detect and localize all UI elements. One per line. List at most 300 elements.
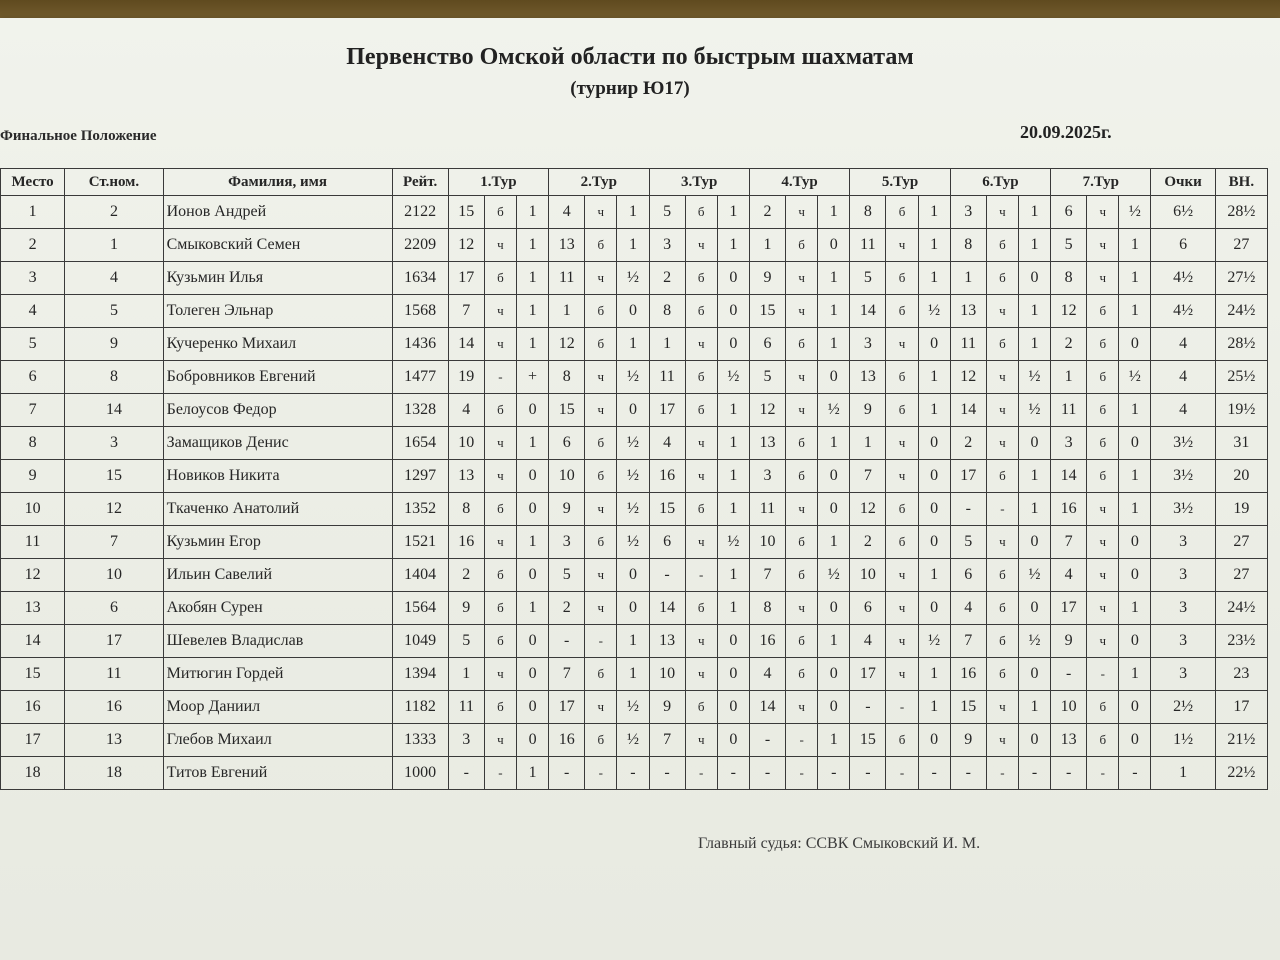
round-6-opponent-cell: 1 (950, 262, 986, 295)
points-cell: 1 (1151, 757, 1215, 790)
table-row (1, 559, 1268, 592)
place-cell: 13 (1, 592, 65, 625)
round-6-color-cell: ч (986, 394, 1018, 427)
round-4-opponent-cell: 3 (749, 460, 785, 493)
points-cell: 3½ (1151, 460, 1215, 493)
round-6-opponent-cell: 2 (950, 427, 986, 460)
rating-cell: 1394 (392, 658, 448, 691)
tiebreak-cell: 28½ (1215, 196, 1267, 229)
round-4-result-cell: 0 (818, 460, 850, 493)
round-6-result-cell: - (1018, 757, 1050, 790)
round-3-color-cell: - (685, 757, 717, 790)
round-5-color-cell: ч (886, 658, 918, 691)
round-7-color-cell: ч (1087, 592, 1119, 625)
round-4-color-cell: ч (786, 691, 818, 724)
round-5-result-cell: 1 (918, 559, 950, 592)
points-cell: 3 (1151, 559, 1215, 592)
round-7-result-cell: 1 (1119, 592, 1151, 625)
round-2-opponent-cell: 12 (549, 328, 585, 361)
round-1-result-cell: 1 (517, 757, 549, 790)
rating-cell: 2209 (392, 229, 448, 262)
round-2-color-cell: - (585, 757, 617, 790)
round-3-color-cell: ч (685, 658, 717, 691)
round-2-result-cell: ½ (617, 691, 649, 724)
round-4-result-cell: 1 (818, 724, 850, 757)
round-7-opponent-cell: 4 (1051, 559, 1087, 592)
round-3-result-cell: ½ (717, 526, 749, 559)
start-no-cell: 8 (65, 361, 163, 394)
round-4-result-cell: 0 (818, 493, 850, 526)
start-no-cell: 5 (65, 295, 163, 328)
round-3-result-cell: 0 (717, 691, 749, 724)
round-7-result-cell: 0 (1119, 526, 1151, 559)
round-2-opponent-cell: 4 (549, 196, 585, 229)
round-4-color-cell: ч (786, 592, 818, 625)
round-7-result-cell: ½ (1119, 196, 1151, 229)
document-title: Первенство Омской области по быстрым шахматам (346, 44, 914, 70)
round-2-result-cell: ½ (617, 262, 649, 295)
round-6-result-cell: 0 (1018, 724, 1050, 757)
round-7-opponent-cell: - (1051, 658, 1087, 691)
rating-cell: 1333 (392, 724, 448, 757)
rating-cell: 1568 (392, 295, 448, 328)
round-6-opponent-cell: 13 (950, 295, 986, 328)
round-7-opponent-cell: 2 (1051, 328, 1087, 361)
round-6-color-cell: ч (986, 295, 1018, 328)
round-4-result-cell: 1 (818, 328, 850, 361)
round-6-opponent-cell: 15 (950, 691, 986, 724)
rating-cell: 1352 (392, 493, 448, 526)
table-row (1, 724, 1268, 757)
player-name-cell: Митюгин Гордей (163, 658, 392, 691)
round-6-result-cell: 1 (1018, 295, 1050, 328)
start-no-cell: 1 (65, 229, 163, 262)
player-name-cell: Толеген Эльнар (163, 295, 392, 328)
round-4-result-cell: ½ (818, 394, 850, 427)
round-6-opponent-cell: 9 (950, 724, 986, 757)
header-round-2: 2.Тур (549, 169, 649, 196)
round-5-color-cell: б (886, 493, 918, 526)
round-4-result-cell: 1 (818, 427, 850, 460)
round-5-result-cell: 0 (918, 427, 950, 460)
round-4-color-cell: ч (786, 196, 818, 229)
round-3-result-cell: 0 (717, 328, 749, 361)
start-no-cell: 3 (65, 427, 163, 460)
player-name-cell: Кучеренко Михаил (163, 328, 392, 361)
player-name-cell: Замащиков Денис (163, 427, 392, 460)
round-3-opponent-cell: - (649, 757, 685, 790)
round-2-color-cell: б (585, 658, 617, 691)
player-name-cell: Акобян Сурен (163, 592, 392, 625)
round-2-result-cell: 1 (617, 196, 649, 229)
round-5-result-cell: 1 (918, 394, 950, 427)
round-5-opponent-cell: 3 (850, 328, 886, 361)
table-row (1, 526, 1268, 559)
round-5-opponent-cell: 9 (850, 394, 886, 427)
round-1-result-cell: 1 (517, 328, 549, 361)
round-2-color-cell: ч (585, 262, 617, 295)
rating-cell: 2122 (392, 196, 448, 229)
round-4-color-cell: б (786, 526, 818, 559)
round-3-color-cell: б (685, 196, 717, 229)
points-cell: 3 (1151, 592, 1215, 625)
round-1-result-cell: 0 (517, 625, 549, 658)
rating-cell: 1634 (392, 262, 448, 295)
rating-cell: 1049 (392, 625, 448, 658)
round-3-opponent-cell: 15 (649, 493, 685, 526)
round-4-result-cell: 1 (818, 526, 850, 559)
table-row (1, 361, 1268, 394)
points-cell: 3½ (1151, 427, 1215, 460)
round-3-color-cell: б (685, 361, 717, 394)
round-1-color-cell: ч (484, 229, 516, 262)
round-1-result-cell: 1 (517, 262, 549, 295)
header-round-1: 1.Тур (448, 169, 548, 196)
round-7-color-cell: - (1087, 658, 1119, 691)
points-cell: 4 (1151, 394, 1215, 427)
player-name-cell: Кузьмин Илья (163, 262, 392, 295)
round-2-result-cell: ½ (617, 526, 649, 559)
round-7-result-cell: ½ (1119, 361, 1151, 394)
round-4-opponent-cell: 12 (749, 394, 785, 427)
round-7-opponent-cell: 11 (1051, 394, 1087, 427)
round-2-result-cell: ½ (617, 427, 649, 460)
round-6-opponent-cell: 8 (950, 229, 986, 262)
round-5-opponent-cell: 10 (850, 559, 886, 592)
round-4-result-cell: 0 (818, 229, 850, 262)
round-6-opponent-cell: 14 (950, 394, 986, 427)
round-5-color-cell: ч (886, 559, 918, 592)
round-3-color-cell: ч (685, 427, 717, 460)
round-7-color-cell: ч (1087, 625, 1119, 658)
table-row (1, 196, 1268, 229)
table-row (1, 757, 1268, 790)
round-1-result-cell: 0 (517, 691, 549, 724)
player-name-cell: Ионов Андрей (163, 196, 392, 229)
round-5-color-cell: б (886, 361, 918, 394)
round-5-color-cell: - (886, 691, 918, 724)
round-1-result-cell: 1 (517, 196, 549, 229)
place-cell: 11 (1, 526, 65, 559)
tiebreak-cell: 24½ (1215, 295, 1267, 328)
round-6-opponent-cell: 5 (950, 526, 986, 559)
round-5-result-cell: 1 (918, 262, 950, 295)
round-1-color-cell: ч (484, 328, 516, 361)
place-cell: 15 (1, 658, 65, 691)
round-3-result-cell: 1 (717, 394, 749, 427)
round-5-result-cell: 0 (918, 526, 950, 559)
round-4-opponent-cell: 5 (749, 361, 785, 394)
round-6-color-cell: б (986, 625, 1018, 658)
start-no-cell: 9 (65, 328, 163, 361)
round-1-result-cell: 1 (517, 295, 549, 328)
round-5-result-cell: 0 (918, 592, 950, 625)
round-7-color-cell: б (1087, 394, 1119, 427)
round-1-opponent-cell: 1 (448, 658, 484, 691)
tiebreak-cell: 24½ (1215, 592, 1267, 625)
rating-cell: 1436 (392, 328, 448, 361)
round-4-opponent-cell: 11 (749, 493, 785, 526)
round-5-color-cell: ч (886, 592, 918, 625)
round-6-result-cell: 1 (1018, 460, 1050, 493)
round-4-result-cell: 1 (818, 262, 850, 295)
round-2-opponent-cell: 3 (549, 526, 585, 559)
header-tiebreak: ВН. (1215, 169, 1267, 196)
round-2-result-cell: 0 (617, 592, 649, 625)
round-3-color-cell: б (685, 493, 717, 526)
round-2-color-cell: б (585, 295, 617, 328)
round-1-color-cell: ч (484, 724, 516, 757)
round-4-opponent-cell: 2 (749, 196, 785, 229)
round-1-result-cell: 0 (517, 724, 549, 757)
round-7-color-cell: б (1087, 724, 1119, 757)
round-4-color-cell: - (786, 757, 818, 790)
round-5-opponent-cell: 17 (850, 658, 886, 691)
round-2-color-cell: б (585, 460, 617, 493)
round-3-opponent-cell: 17 (649, 394, 685, 427)
start-no-cell: 17 (65, 625, 163, 658)
round-5-color-cell: б (886, 295, 918, 328)
tiebreak-cell: 25½ (1215, 361, 1267, 394)
round-3-result-cell: 1 (717, 460, 749, 493)
round-1-result-cell: 1 (517, 592, 549, 625)
table-row (1, 262, 1268, 295)
round-6-opponent-cell: 12 (950, 361, 986, 394)
place-cell: 18 (1, 757, 65, 790)
player-name-cell: Новиков Никита (163, 460, 392, 493)
round-6-color-cell: б (986, 559, 1018, 592)
chief-judge-note: Главный судья: ССВК Смыковский И. М. (698, 835, 981, 852)
round-2-opponent-cell: 17 (549, 691, 585, 724)
round-5-opponent-cell: 8 (850, 196, 886, 229)
tiebreak-cell: 23½ (1215, 625, 1267, 658)
round-6-color-cell: б (986, 262, 1018, 295)
round-6-color-cell: - (986, 493, 1018, 526)
tiebreak-cell: 19½ (1215, 394, 1267, 427)
place-cell: 6 (1, 361, 65, 394)
round-2-color-cell: б (585, 229, 617, 262)
tiebreak-cell: 27 (1215, 229, 1267, 262)
round-2-opponent-cell: 15 (549, 394, 585, 427)
round-3-opponent-cell: 7 (649, 724, 685, 757)
round-6-opponent-cell: 11 (950, 328, 986, 361)
round-7-opponent-cell: 13 (1051, 724, 1087, 757)
round-4-result-cell: - (818, 757, 850, 790)
place-cell: 2 (1, 229, 65, 262)
round-6-color-cell: ч (986, 427, 1018, 460)
round-3-result-cell: ½ (717, 361, 749, 394)
round-3-opponent-cell: 4 (649, 427, 685, 460)
round-1-color-cell: ч (484, 526, 516, 559)
tiebreak-cell: 17 (1215, 691, 1267, 724)
round-2-color-cell: ч (585, 394, 617, 427)
round-1-color-cell: ч (484, 295, 516, 328)
round-3-color-cell: б (685, 262, 717, 295)
round-2-color-cell: б (585, 328, 617, 361)
header-round-6: 6.Тур (950, 169, 1050, 196)
table-row (1, 427, 1268, 460)
round-2-result-cell: 0 (617, 394, 649, 427)
round-1-result-cell: 0 (517, 658, 549, 691)
round-6-result-cell: 1 (1018, 229, 1050, 262)
round-4-result-cell: 0 (818, 592, 850, 625)
start-no-cell: 11 (65, 658, 163, 691)
round-3-opponent-cell: 11 (649, 361, 685, 394)
round-3-color-cell: - (685, 559, 717, 592)
round-2-color-cell: ч (585, 559, 617, 592)
place-cell: 9 (1, 460, 65, 493)
round-4-result-cell: ½ (818, 559, 850, 592)
rating-cell: 1297 (392, 460, 448, 493)
tiebreak-cell: 31 (1215, 427, 1267, 460)
round-1-opponent-cell: 3 (448, 724, 484, 757)
round-6-result-cell: 1 (1018, 196, 1050, 229)
round-7-opponent-cell: 9 (1051, 625, 1087, 658)
round-4-opponent-cell: 14 (749, 691, 785, 724)
place-cell: 8 (1, 427, 65, 460)
round-1-opponent-cell: 13 (448, 460, 484, 493)
round-6-result-cell: 0 (1018, 526, 1050, 559)
round-2-opponent-cell: 6 (549, 427, 585, 460)
round-6-color-cell: б (986, 229, 1018, 262)
round-1-color-cell: - (484, 757, 516, 790)
round-1-opponent-cell: 8 (448, 493, 484, 526)
table-row (1, 328, 1268, 361)
start-no-cell: 13 (65, 724, 163, 757)
place-cell: 10 (1, 493, 65, 526)
round-7-opponent-cell: - (1051, 757, 1087, 790)
round-3-result-cell: 0 (717, 295, 749, 328)
place-cell: 16 (1, 691, 65, 724)
document-subtitle: (турнир Ю17) (570, 78, 690, 99)
start-no-cell: 12 (65, 493, 163, 526)
round-6-result-cell: 0 (1018, 427, 1050, 460)
round-5-opponent-cell: 1 (850, 427, 886, 460)
round-7-opponent-cell: 1 (1051, 361, 1087, 394)
round-7-opponent-cell: 6 (1051, 196, 1087, 229)
round-1-opponent-cell: 12 (448, 229, 484, 262)
round-4-color-cell: - (786, 724, 818, 757)
round-4-result-cell: 1 (818, 625, 850, 658)
tiebreak-cell: 22½ (1215, 757, 1267, 790)
round-2-color-cell: ч (585, 196, 617, 229)
round-2-result-cell: 1 (617, 229, 649, 262)
rating-cell: 1477 (392, 361, 448, 394)
round-7-result-cell: 1 (1119, 295, 1151, 328)
round-7-opponent-cell: 12 (1051, 295, 1087, 328)
round-3-color-cell: ч (685, 526, 717, 559)
round-7-color-cell: б (1087, 361, 1119, 394)
round-1-color-cell: ч (484, 427, 516, 460)
tiebreak-cell: 23 (1215, 658, 1267, 691)
round-3-result-cell: 1 (717, 196, 749, 229)
round-6-opponent-cell: 6 (950, 559, 986, 592)
round-6-opponent-cell: - (950, 493, 986, 526)
round-4-result-cell: 0 (818, 691, 850, 724)
rating-cell: 1182 (392, 691, 448, 724)
place-cell: 12 (1, 559, 65, 592)
round-3-color-cell: ч (685, 625, 717, 658)
round-7-color-cell: ч (1087, 559, 1119, 592)
round-2-opponent-cell: 1 (549, 295, 585, 328)
round-7-opponent-cell: 7 (1051, 526, 1087, 559)
round-2-result-cell: ½ (617, 724, 649, 757)
table-row (1, 295, 1268, 328)
round-6-color-cell: ч (986, 691, 1018, 724)
player-name-cell: Белоусов Федор (163, 394, 392, 427)
document-date: 20.09.2025г. (1020, 122, 1112, 142)
round-7-result-cell: 1 (1119, 658, 1151, 691)
round-1-color-cell: ч (484, 460, 516, 493)
round-7-color-cell: б (1087, 460, 1119, 493)
round-6-result-cell: ½ (1018, 559, 1050, 592)
round-6-result-cell: ½ (1018, 625, 1050, 658)
round-5-color-cell: ч (886, 427, 918, 460)
round-5-color-cell: б (886, 394, 918, 427)
round-2-opponent-cell: 13 (549, 229, 585, 262)
round-4-opponent-cell: 8 (749, 592, 785, 625)
round-5-result-cell: ½ (918, 625, 950, 658)
round-3-result-cell: 1 (717, 427, 749, 460)
round-5-opponent-cell: 14 (850, 295, 886, 328)
round-3-color-cell: ч (685, 229, 717, 262)
round-5-color-cell: б (886, 262, 918, 295)
round-5-result-cell: 0 (918, 724, 950, 757)
round-7-color-cell: б (1087, 427, 1119, 460)
round-3-opponent-cell: 13 (649, 625, 685, 658)
round-5-result-cell: 0 (918, 493, 950, 526)
points-cell: 4 (1151, 361, 1215, 394)
round-5-opponent-cell: 7 (850, 460, 886, 493)
round-2-result-cell: 1 (617, 625, 649, 658)
header-round-5: 5.Тур (850, 169, 950, 196)
table-row (1, 691, 1268, 724)
table-row (1, 493, 1268, 526)
round-7-opponent-cell: 5 (1051, 229, 1087, 262)
round-2-color-cell: ч (585, 592, 617, 625)
round-3-opponent-cell: 1 (649, 328, 685, 361)
round-3-opponent-cell: 9 (649, 691, 685, 724)
round-7-color-cell: - (1087, 757, 1119, 790)
round-3-opponent-cell: 3 (649, 229, 685, 262)
round-1-opponent-cell: 11 (448, 691, 484, 724)
round-1-opponent-cell: - (448, 757, 484, 790)
round-6-opponent-cell: 7 (950, 625, 986, 658)
round-7-result-cell: 1 (1119, 229, 1151, 262)
header-round-7: 7.Тур (1051, 169, 1151, 196)
round-1-color-cell: б (484, 262, 516, 295)
round-5-result-cell: 1 (918, 658, 950, 691)
round-5-opponent-cell: 15 (850, 724, 886, 757)
round-5-opponent-cell: 2 (850, 526, 886, 559)
rating-cell: 1521 (392, 526, 448, 559)
tiebreak-cell: 20 (1215, 460, 1267, 493)
points-cell: 4½ (1151, 295, 1215, 328)
round-4-color-cell: б (786, 427, 818, 460)
round-4-color-cell: б (786, 625, 818, 658)
section-label: Финальное Положение (0, 128, 157, 144)
round-7-opponent-cell: 8 (1051, 262, 1087, 295)
rating-cell: 1564 (392, 592, 448, 625)
place-cell: 17 (1, 724, 65, 757)
round-5-color-cell: - (886, 757, 918, 790)
round-3-result-cell: 0 (717, 658, 749, 691)
round-7-opponent-cell: 10 (1051, 691, 1087, 724)
round-6-color-cell: б (986, 658, 1018, 691)
round-7-result-cell: 0 (1119, 724, 1151, 757)
round-4-color-cell: ч (786, 295, 818, 328)
points-cell: 3½ (1151, 493, 1215, 526)
